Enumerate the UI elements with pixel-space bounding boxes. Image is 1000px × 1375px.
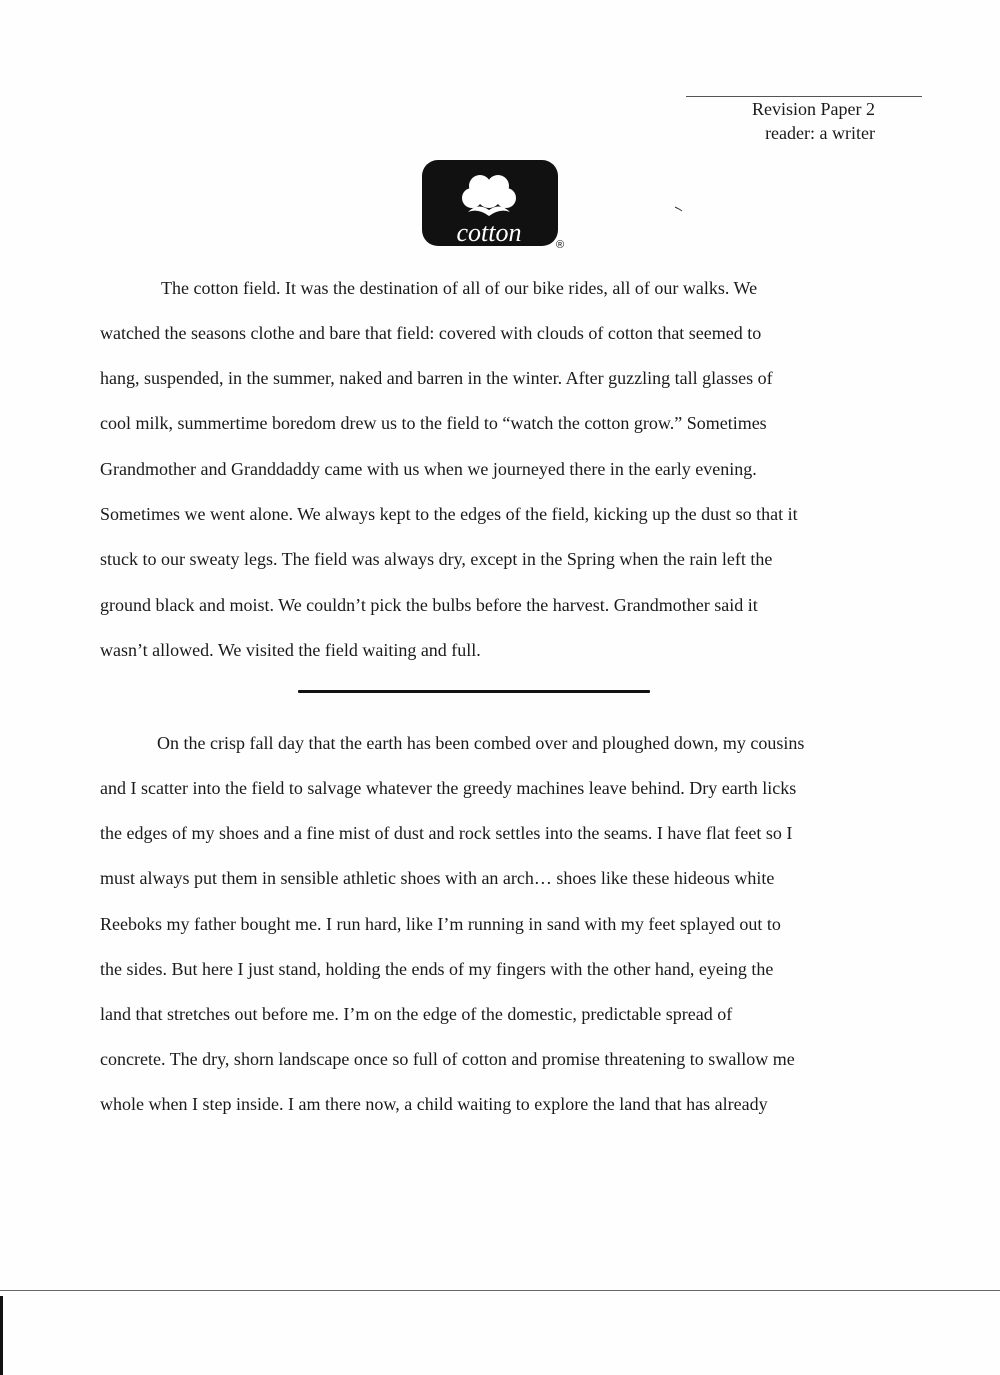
text-line: ground black and moist. We couldn’t pick the bulbs before the harvest. Grandmother said it xyxy=(100,595,758,615)
paper-title: Revision Paper 2 xyxy=(752,99,875,119)
text-line: must always put them in sensible athletic shoes with an arch… shoes like these hideous white xyxy=(100,868,775,888)
text-line: cool milk, summertime boredom drew us to the field to “watch the cotton grow.” Sometimes xyxy=(100,413,767,433)
text-line: the sides. But here I just stand, holding the ends of my fingers with the other hand, eyeing the xyxy=(100,959,774,979)
text-line: whole when I step inside. I am there now, a child waiting to explore the land that has already xyxy=(100,1094,768,1114)
text-line: wasn’t allowed. We visited the field waiting and full. xyxy=(100,640,481,660)
text-line: Grandmother and Granddaddy came with us when we journeyed there in the early evening. xyxy=(100,459,757,479)
document-header xyxy=(752,97,875,145)
text-line: hang, suspended, in the summer, naked and barren in the winter. After guzzling tall glasses of xyxy=(100,368,773,388)
registered-mark: ® xyxy=(556,239,565,251)
text-line: concrete. The dry, shorn landscape once so full of cotton and promise threatening to swallow me xyxy=(100,1049,795,1069)
section-divider xyxy=(298,690,650,693)
text-line: watched the seasons clothe and bare that field: covered with clouds of cotton that seemed to xyxy=(100,323,762,343)
text-line: Sometimes we went alone. We always kept to the edges of the field, kicking up the dust so that it xyxy=(100,504,798,524)
text-line: stuck to our sweaty legs. The field was always dry, except in the Spring when the rain left the xyxy=(100,549,773,569)
stray-ink-mark xyxy=(674,206,684,212)
scan-edge-bar xyxy=(0,1296,3,1375)
text-line: the edges of my shoes and a fine mist of dust and rock settles into the seams. I have flat feet so I xyxy=(100,823,793,843)
text-line: land that stretches out before me. I’m on the edge of the domestic, predictable spread of xyxy=(100,1004,733,1024)
text-line: Reeboks my father bought me. I run hard, like I’m running in sand with my feet splayed out to xyxy=(100,914,781,934)
cotton-logo xyxy=(420,158,565,251)
text-line: and I scatter into the field to salvage whatever the greedy machines leave behind. Dry earth licks xyxy=(100,778,797,798)
logo-wordmark: cotton xyxy=(456,218,522,247)
text-line: On the crisp fall day that the earth has been combed over and ploughed down, my cousins xyxy=(157,733,805,753)
paper-reader: reader: a writer xyxy=(765,123,875,143)
text-line: The cotton field. It was the destination of all of our bike rides, all of our walks. We xyxy=(161,278,758,298)
scan-edge-line xyxy=(0,1290,1000,1291)
